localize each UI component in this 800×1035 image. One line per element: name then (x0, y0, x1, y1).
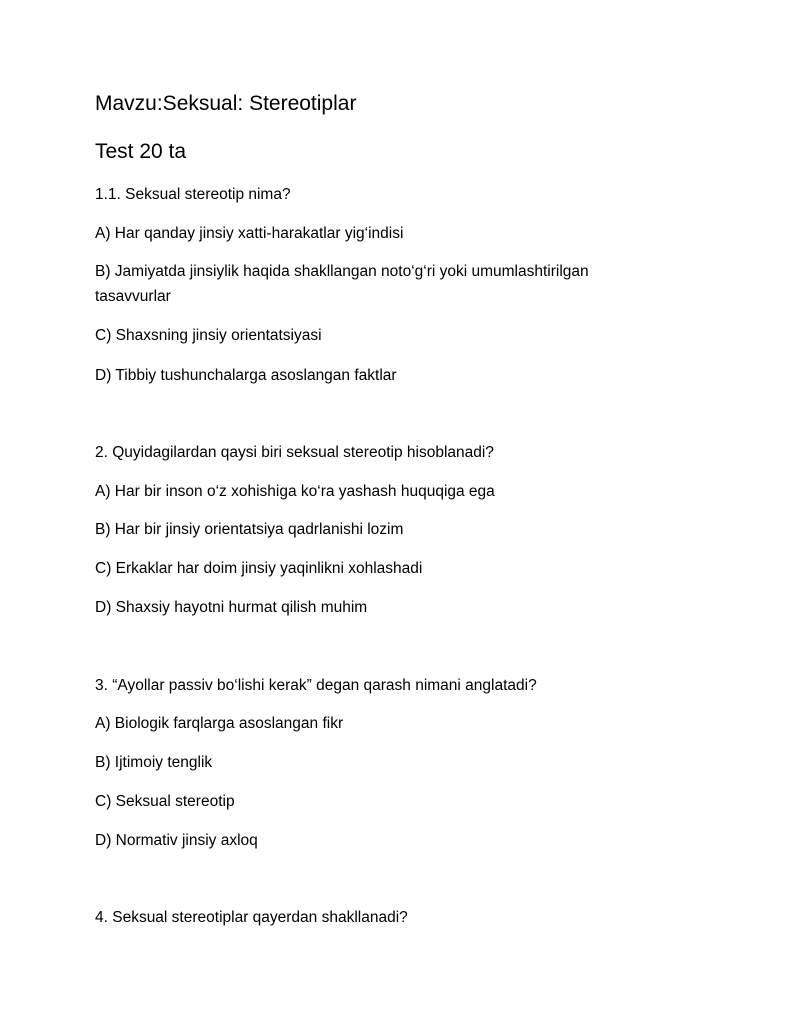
question-2-option-d: D) Shaxsiy hayotni hurmat qilish muhim (95, 599, 368, 616)
question-3-option-b: B) Ijtimoiy tenglik (95, 754, 213, 771)
test-count-heading: Test 20 ta (95, 140, 187, 163)
question-2-option-b: B) Har bir jinsiy orientatsiya qadrlanishi lozim (95, 521, 404, 538)
question-3-option-c: C) Seksual stereotip (95, 793, 235, 810)
question-2-text: 2. Quyidagilardan qaysi biri seksual stereotip hisoblanadi? (95, 444, 494, 461)
question-1-option-a: A) Har qanday jinsiy xatti-harakatlar yig‘indisi (95, 225, 404, 242)
question-1-option-d: D) Tibbiy tushunchalarga asoslangan faktlar (95, 367, 397, 384)
question-1-option-b: B) Jamiyatda jinsiylik haqida shakllangan noto‘g‘ri yoki umumlashtirilgan tasavvurlar (95, 263, 589, 305)
question-1-text: 1.1. Seksual stereotip nima? (95, 186, 291, 203)
question-2-option-a: A) Har bir inson o‘z xohishiga ko‘ra yashash huquqiga ega (95, 483, 495, 500)
question-2-option-c: C) Erkaklar har doim jinsiy yaqinlikni xohlashadi (95, 560, 423, 577)
question-3-option-d: D) Normativ jinsiy axloq (95, 832, 258, 849)
question-1-option-c: C) Shaxsning jinsiy orientatsiyasi (95, 327, 322, 344)
question-4-text: 4. Seksual stereotiplar qayerdan shakllanadi? (95, 909, 408, 926)
document-topic: Mavzu:Seksual: Stereotiplar (95, 92, 357, 115)
question-3-text: 3. “Ayollar passiv bo‘lishi kerak” degan qarash nimani anglatadi? (95, 677, 537, 694)
question-3-option-a: A) Biologik farqlarga asoslangan fikr (95, 715, 344, 732)
